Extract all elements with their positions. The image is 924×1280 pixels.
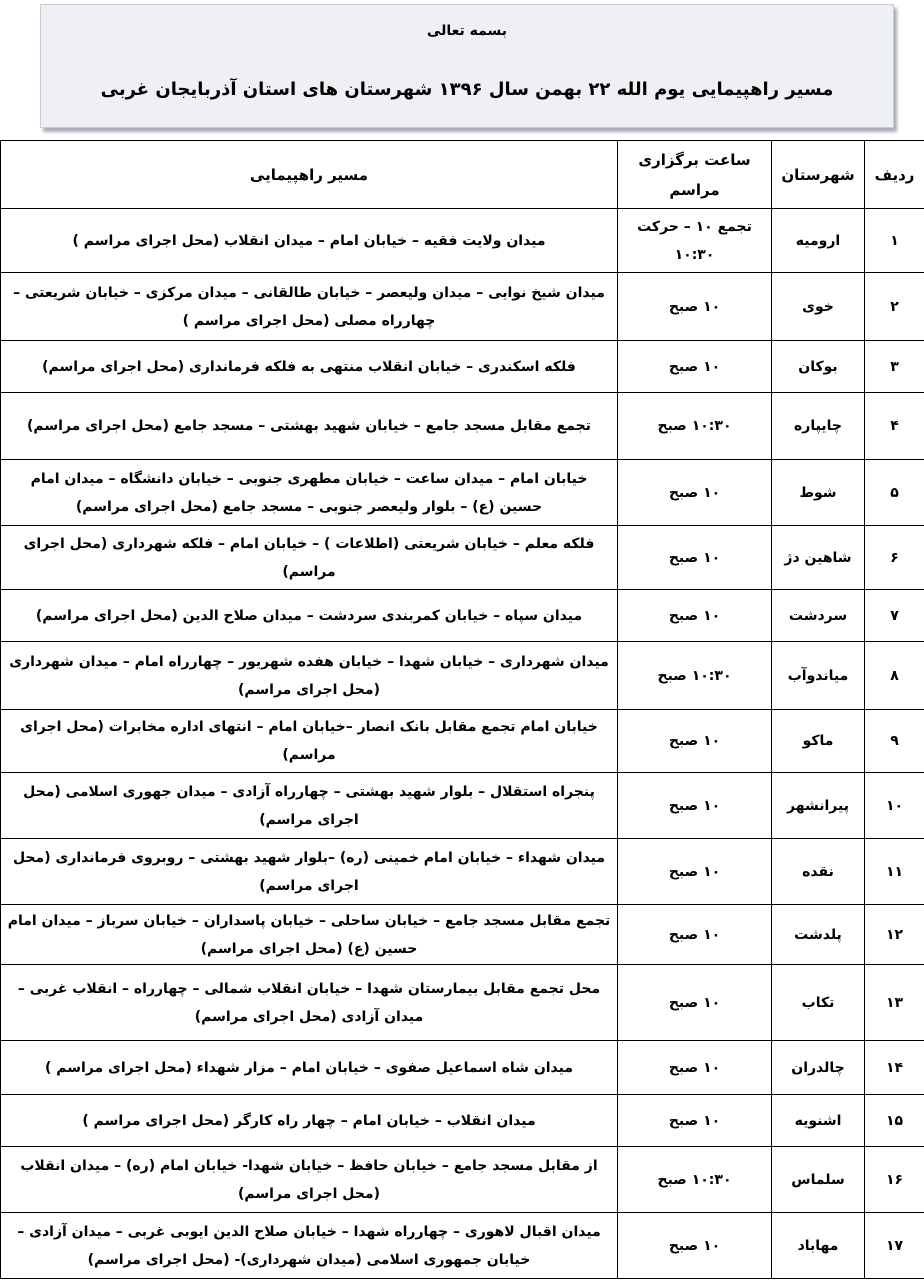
row-index-cell: ۱۱ <box>865 839 924 905</box>
row-time-cell: تجمع ۱۰ – حرکت ۱۰:۳۰ <box>618 209 772 273</box>
row-time-cell: ۱۰ صبح <box>618 965 772 1041</box>
row-time-cell: ۱۰ صبح <box>618 526 772 590</box>
row-time-cell: ۱۰ صبح <box>618 460 772 526</box>
table-row <box>1 590 924 642</box>
row-city-cell: بوکان <box>772 341 865 393</box>
row-index-cell: ۱۶ <box>865 1147 924 1213</box>
table-row <box>1 1147 924 1213</box>
table-row <box>1 642 924 710</box>
row-route-cell: میدان شیخ نوایی – میدان ولیعصر – خیابان طالقانی – میدان مرکزی – خیابان شریعتی – چهارراه مصلی (محل اجرای مراسم ) <box>1 273 618 341</box>
table-header-row <box>1 141 924 209</box>
table-row <box>1 710 924 773</box>
row-index-cell: ۴ <box>865 393 924 460</box>
row-route-cell: فلکه اسکندری – خیابان انقلاب منتهی به فلکه فرمانداری (محل اجرای مراسم) <box>1 341 618 393</box>
row-city-cell: شاهین دژ <box>772 526 865 590</box>
row-index-cell: ۱۵ <box>865 1095 924 1147</box>
row-city-cell: چایپاره <box>772 393 865 460</box>
row-time-cell: ۱۰ صبح <box>618 1213 772 1279</box>
row-route-cell: خیابان امام – میدان ساعت – خیابان مطهری جنوبی – خیابان دانشگاه – میدان امام حسین (ع) – بلوار ولیعصر جنوبی – مسجد جامع (محل اجرای مراسم) <box>1 460 618 526</box>
row-time-cell: ۱۰:۳۰ صبح <box>618 393 772 460</box>
row-city-cell: نقده <box>772 839 865 905</box>
table-row <box>1 526 924 590</box>
row-route-cell: میدان اقبال لاهوری – چهارراه شهدا – خیابان صلاح الدین ایوبی غربی – میدان آزادی – خیابان جمهوری اسلامی (میدان شهرداری)- (محل اجرای مراسم) <box>1 1213 618 1279</box>
row-time-cell: ۱۰ صبح <box>618 1095 772 1147</box>
row-route-cell: میدان شهداء – خیابان امام خمینی (ره) –بلوار شهید بهشتی – روبروی فرمانداری (محل اجرای مراسم) <box>1 839 618 905</box>
table-row <box>1 273 924 341</box>
row-city-cell: ماکو <box>772 710 865 773</box>
column-header-city: شهرستان <box>772 141 865 209</box>
row-city-cell: چالدران <box>772 1041 865 1095</box>
routes-table <box>0 140 924 1279</box>
table-row <box>1 1213 924 1279</box>
row-route-cell: فلکه معلم – خیابان شریعتی (اطلاعات ) – خیابان امام – فلکه شهرداری (محل اجرای مراسم) <box>1 526 618 590</box>
row-city-cell: سردشت <box>772 590 865 642</box>
row-time-cell: ۱۰ صبح <box>618 710 772 773</box>
row-city-cell: پلدشت <box>772 905 865 965</box>
table-row <box>1 839 924 905</box>
row-index-cell: ۱۰ <box>865 773 924 839</box>
row-index-cell: ۷ <box>865 590 924 642</box>
row-city-cell: شوط <box>772 460 865 526</box>
row-time-cell: ۱۰ صبح <box>618 905 772 965</box>
table-row <box>1 393 924 460</box>
row-route-cell: از مقابل مسجد جامع – خیابان حافظ – خیابان شهدا- خیابان امام (ره) – میدان انقلاب (محل اجرای مراسم) <box>1 1147 618 1213</box>
row-route-cell: میدان ولایت فقیه – خیابان امام – میدان انقلاب (محل اجرای مراسم ) <box>1 209 618 273</box>
row-city-cell: پیرانشهر <box>772 773 865 839</box>
column-header-route: مسیر راهپیمایی <box>1 141 618 209</box>
row-index-cell: ۹ <box>865 710 924 773</box>
row-route-cell: میدان شهرداری – خیابان شهدا – خیابان هفده شهریور – چهارراه امام – میدان شهرداری (محل اجرای مراسم) <box>1 642 618 710</box>
row-city-cell: ارومیه <box>772 209 865 273</box>
column-header-index: ردیف <box>865 141 924 209</box>
row-route-cell: خیابان امام تجمع مقابل بانک انصار –خیابان امام – انتهای اداره مخابرات (محل اجرای مراسم) <box>1 710 618 773</box>
table-row <box>1 773 924 839</box>
row-time-cell: ۱۰ صبح <box>618 1041 772 1095</box>
row-route-cell: تجمع مقابل مسجد جامع – خیابان شهید بهشتی – مسجد جامع (محل اجرای مراسم) <box>1 393 618 460</box>
table-row <box>1 209 924 273</box>
row-index-cell: ۵ <box>865 460 924 526</box>
row-city-cell: میاندوآب <box>772 642 865 710</box>
row-time-cell: ۱۰:۳۰ صبح <box>618 642 772 710</box>
row-time-cell: ۱۰ صبح <box>618 273 772 341</box>
table-row <box>1 341 924 393</box>
row-route-cell: میدان شاه اسماعیل صفوی – خیابان امام – مزار شهداء (محل اجرای مراسم ) <box>1 1041 618 1095</box>
row-time-cell: ۱۰:۳۰ صبح <box>618 1147 772 1213</box>
table-row <box>1 1041 924 1095</box>
column-header-time: ساعت برگزاری مراسم <box>618 141 772 209</box>
row-city-cell: اشنویه <box>772 1095 865 1147</box>
row-index-cell: ۱ <box>865 209 924 273</box>
row-time-cell: ۱۰ صبح <box>618 839 772 905</box>
table-row <box>1 965 924 1041</box>
row-route-cell: میدان انقلاب – خیابان امام – چهار راه کارگر (محل اجرای مراسم ) <box>1 1095 618 1147</box>
row-index-cell: ۱۷ <box>865 1213 924 1279</box>
row-index-cell: ۱۲ <box>865 905 924 965</box>
row-index-cell: ۶ <box>865 526 924 590</box>
table-row <box>1 1095 924 1147</box>
row-route-cell: محل تجمع مقابل بیمارستان شهدا – خیابان انقلاب شمالی – چهارراه – انقلاب غربی – میدان آزادی (محل اجرای مراسم) <box>1 965 618 1041</box>
document-header <box>40 4 894 128</box>
document-title: مسیر راهپیمایی یوم الله ۲۲ بهمن سال ۱۳۹۶ شهرستان های استان آذربایجان غربی <box>100 79 834 100</box>
row-route-cell: پنجراه استقلال – بلوار شهید بهشتی – چهارراه آزادی – میدان جهوری اسلامی (محل اجرای مراسم) <box>1 773 618 839</box>
row-index-cell: ۸ <box>865 642 924 710</box>
row-time-cell: ۱۰ صبح <box>618 341 772 393</box>
row-city-cell: سلماس <box>772 1147 865 1213</box>
row-index-cell: ۲ <box>865 273 924 341</box>
basmala-heading: بسمه تعالی <box>426 23 508 39</box>
row-index-cell: ۱۴ <box>865 1041 924 1095</box>
row-route-cell: میدان سپاه – خیابان کمربندی سردشت – میدان صلاح الدین (محل اجرای مراسم) <box>1 590 618 642</box>
row-time-cell: ۱۰ صبح <box>618 773 772 839</box>
row-index-cell: ۱۳ <box>865 965 924 1041</box>
table-row <box>1 460 924 526</box>
row-city-cell: خوی <box>772 273 865 341</box>
row-route-cell: تجمع مقابل مسجد جامع – خیابان ساحلی – خیابان پاسداران – خیابان سرباز – میدان امام حسین (ع) (محل اجرای مراسم) <box>1 905 618 965</box>
row-city-cell: تکاب <box>772 965 865 1041</box>
row-time-cell: ۱۰ صبح <box>618 590 772 642</box>
table-row <box>1 905 924 965</box>
row-city-cell: مهاباد <box>772 1213 865 1279</box>
row-index-cell: ۳ <box>865 341 924 393</box>
